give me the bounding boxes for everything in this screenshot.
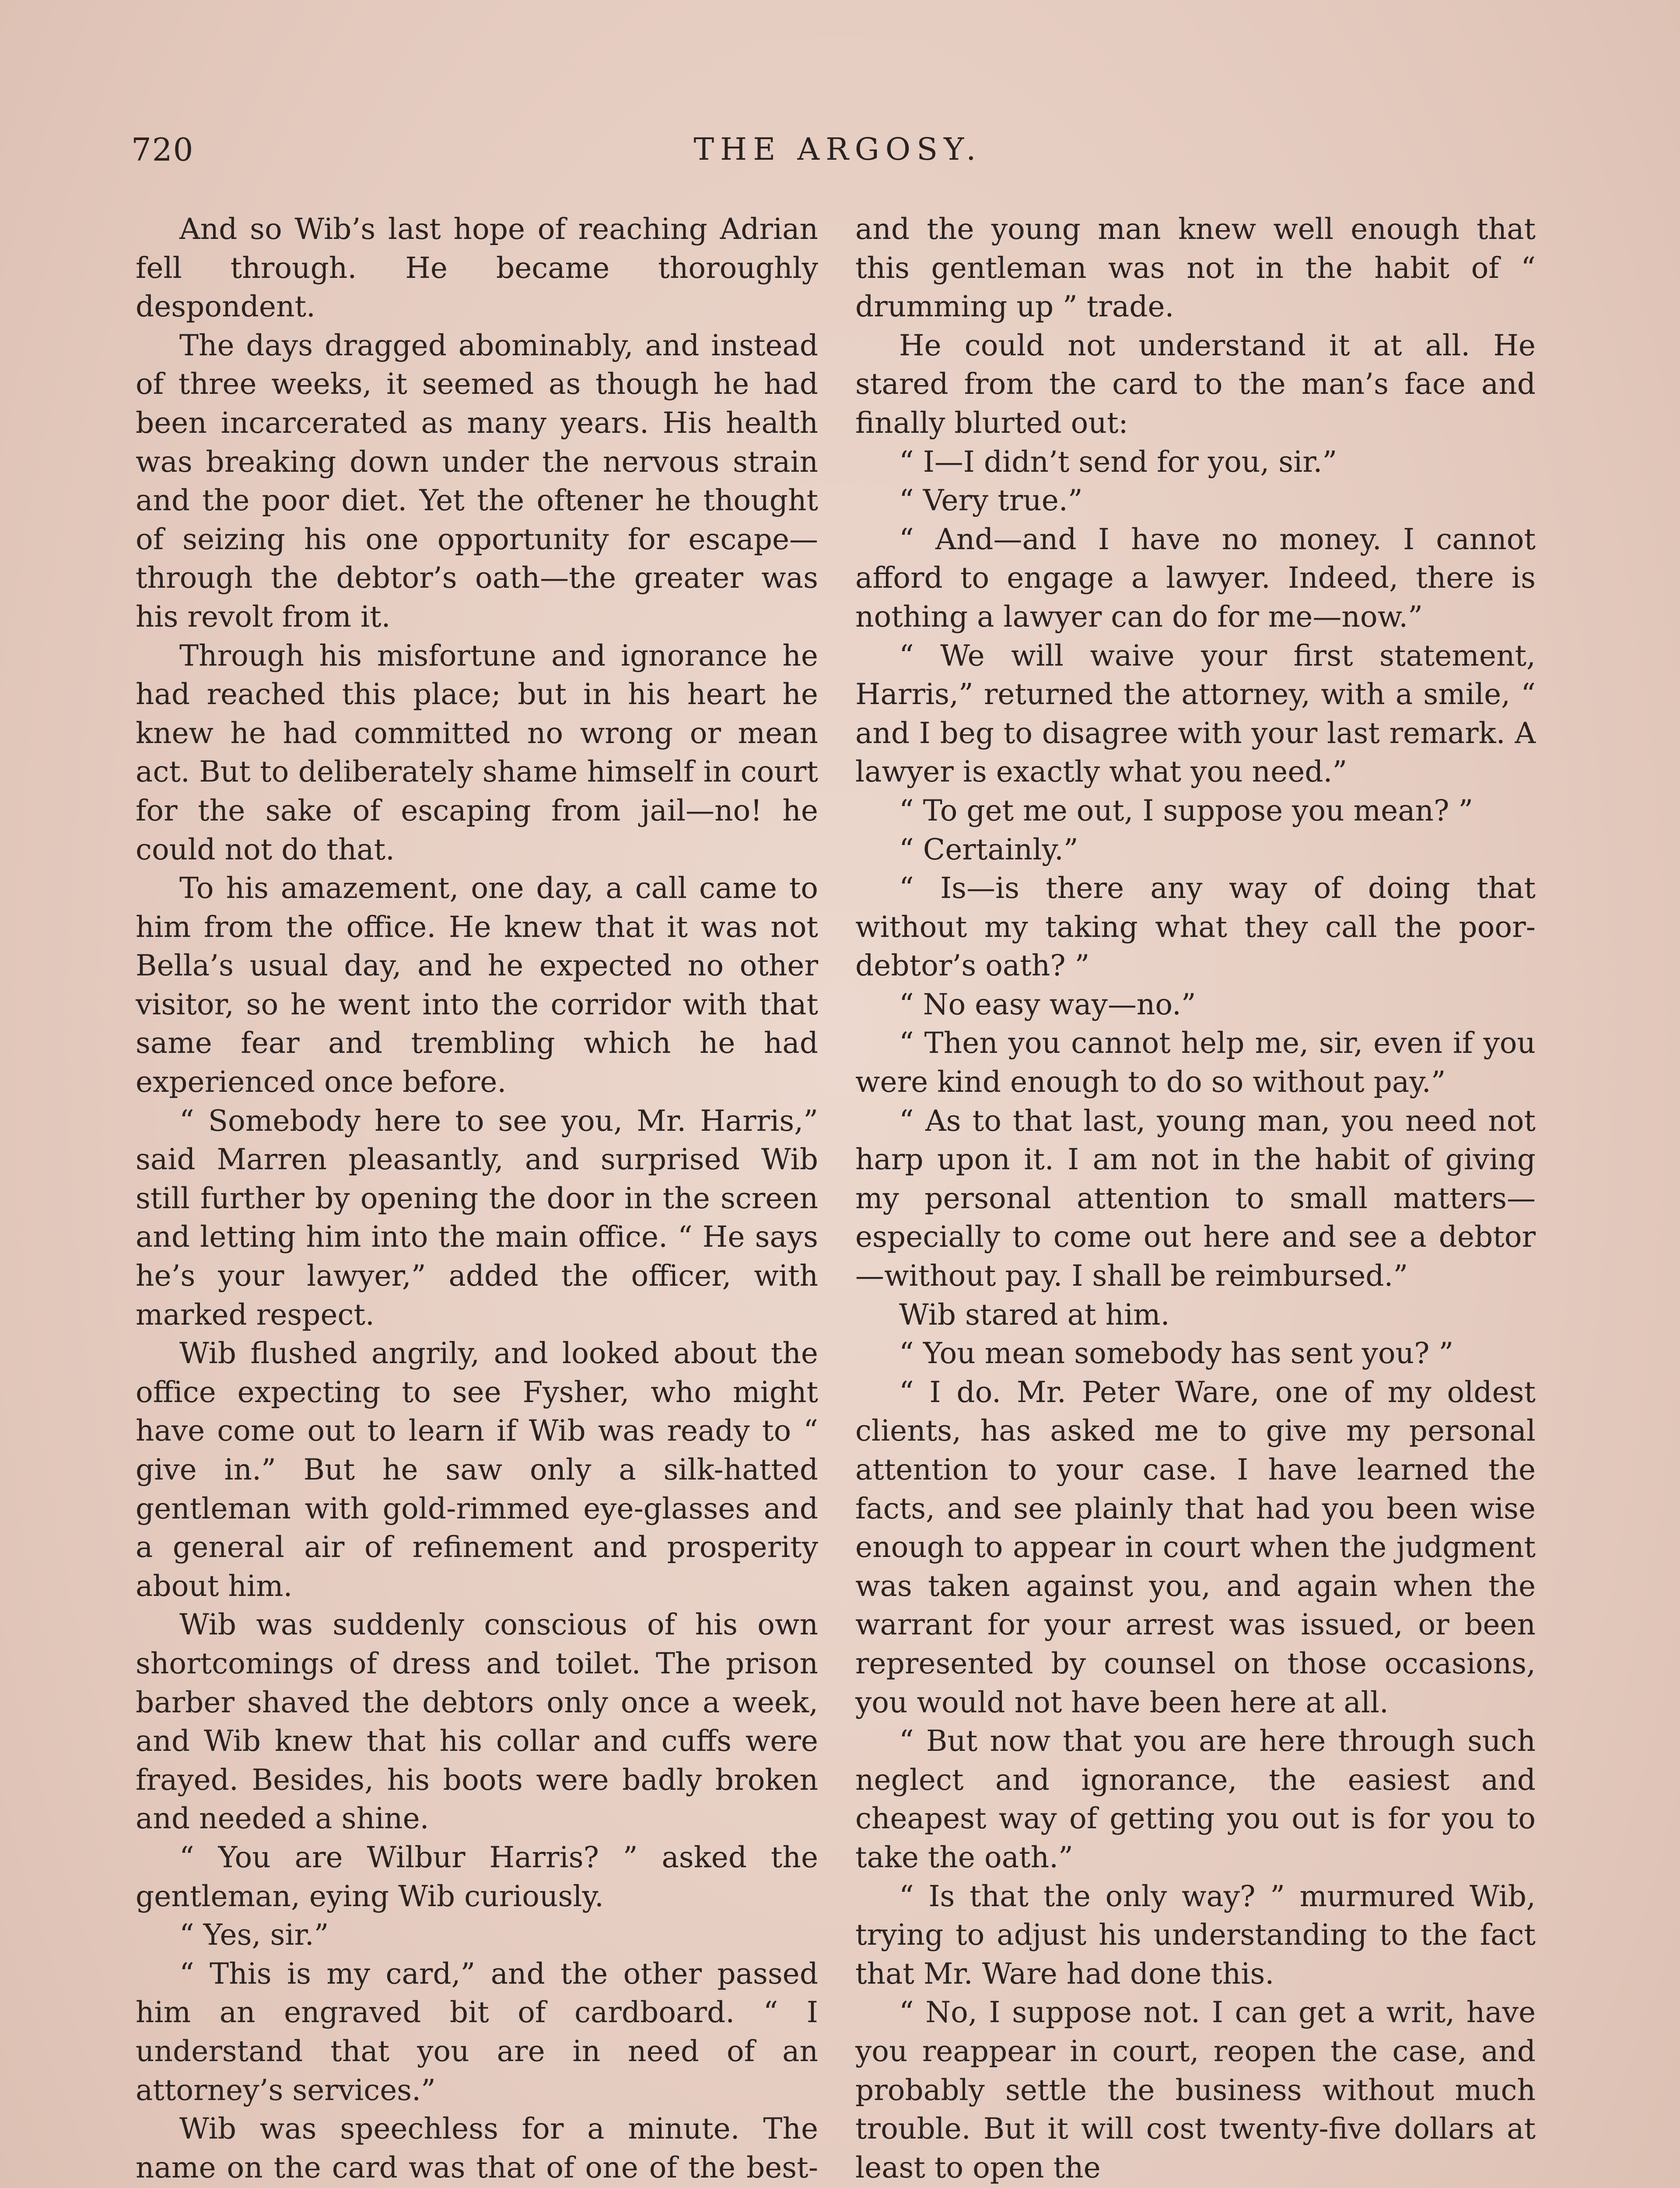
paragraph: “ No easy way—no.” [899,987,1196,1021]
paragraph: Wib stared at him. [899,1297,1170,1332]
paragraph: “ As to that last, young man, you need not harp upon it. I am not in the habit of giving my personal attention to small matters—especially to come out here and see a debtor—without pay. I shall be reimbursed.” [855,1104,1536,1293]
paragraph: The days dragged abominably, and instead of three weeks, it seemed as though he had been incarcerated as many years. His health was breaking down under the nervous strain and the poor diet. Yet the oftener he thought of seizing his one opportunity for escape—through the debtor’s oath—the greater was his revolt from it. [136,328,818,634]
paragraph: “ Certainly.” [899,832,1078,866]
paragraph: Through his misfortune and ignorance he had reached this place; but in his heart he knew he had committed no wrong or mean act. But to deliberately shame himself in court for the sake of escaping from jail—no! he could not do that. [136,638,818,866]
paragraph: To his amazement, one day, a call came to him from the office. He knew that it was not Bella’s usual day, and he expected no other visitor, so he went into the corridor with that same fear and trembling which he had experienced once before. [136,871,818,1099]
paragraph: Wib was speechless for a minute. The name on the card was that of one of the best- [136,2112,818,2184]
page-header [131,131,1544,179]
paragraph: “ No, I suppose not. I can get a writ, have you reappear in court, reopen the case, and probably settle the business without much trouble. But it will cost twenty-five dollars at least to open the [855,1995,1536,2184]
paragraph: “ To get me out, I suppose you mean? ” [899,793,1474,828]
paragraph: and the young man knew well enough that this gentleman was not in the habit of “ drumming up ” trade. [855,212,1536,324]
paragraph: “ Then you cannot help me, sir, even if you were kind enough to do so without pay.” [855,1026,1536,1099]
running-head: THE ARGOSY. [693,131,982,167]
right-column [855,210,1536,2187]
paragraph: “ Is—is there any way of doing that without my taking what they call the poor-debtor’s oath? ” [855,871,1536,983]
paragraph: “ You mean somebody has sent you? ” [899,1336,1454,1371]
paragraph: “ And—and I have no money. I cannot afford to engage a lawyer. Indeed, there is nothing a lawyer can do for me—now.” [855,522,1536,634]
paragraph: “ Yes, sir.” [179,1918,329,1952]
paragraph: “ I—I didn’t send for you, sir.” [899,445,1337,479]
paragraph: “ You are Wilbur Harris? ” asked the gentleman, eying Wib curiously. [136,1840,818,1913]
paragraph: “ But now that you are here through such neglect and ignorance, the easiest and cheapest way of getting you out is for you to take the oath.” [855,1724,1536,1874]
paragraph: Wib was suddenly conscious of his own shortcomings of dress and toilet. The prison barber shaved the debtors only once a week, and Wib knew that his collar and cuffs were frayed. Besides, his boots were badly broken and needed a shine. [136,1608,818,1836]
page-number: 720 [131,131,194,168]
paragraph: “ Very true.” [899,484,1083,518]
left-column [136,210,818,2188]
paragraph: “ This is my card,” and the other passed him an engraved bit of cardboard. “ I understand that you are in need of an attorney’s services.” [136,1957,818,2107]
paragraph: “ We will waive your first statement, Harris,” returned the attorney, with a smile, “ and I beg to disagree with your last remark. A lawyer is exactly what you need.” [855,638,1536,789]
paragraph: And so Wib’s last hope of reaching Adrian fell through. He became thoroughly despondent. [136,212,818,324]
paragraph: “ Is that the only way? ” murmured Wib, trying to adjust his understanding to the fact that Mr. Ware had done this. [855,1879,1536,1991]
paragraph: Wib flushed angrily, and looked about the office expecting to see Fysher, who might have come out to learn if Wib was ready to “ give in.” But he saw only a silk-hatted gentleman with gold-rimmed eye-glasses and a general air of refinement and prosperity about him. [136,1336,818,1603]
paragraph: He could not understand it at all. He stared from the card to the man’s face and finally blurted out: [855,328,1536,440]
paragraph: “ I do. Mr. Peter Ware, one of my oldest clients, has asked me to give my personal attention to your case. I have learned the facts, and see plainly that had you been wise enough to appear in court when the judgment was taken against you, and again when the warrant for your arrest was issued, or been represented by counsel on those occasions, you would not have been here at all. [855,1375,1536,1719]
paragraph: “ Somebody here to see you, Mr. Harris,” said Marren pleasantly, and surprised Wib still further by opening the door in the screen and letting him into the main office. “ He says he’s your lawyer,” added the officer, with marked respect. [136,1104,818,1332]
